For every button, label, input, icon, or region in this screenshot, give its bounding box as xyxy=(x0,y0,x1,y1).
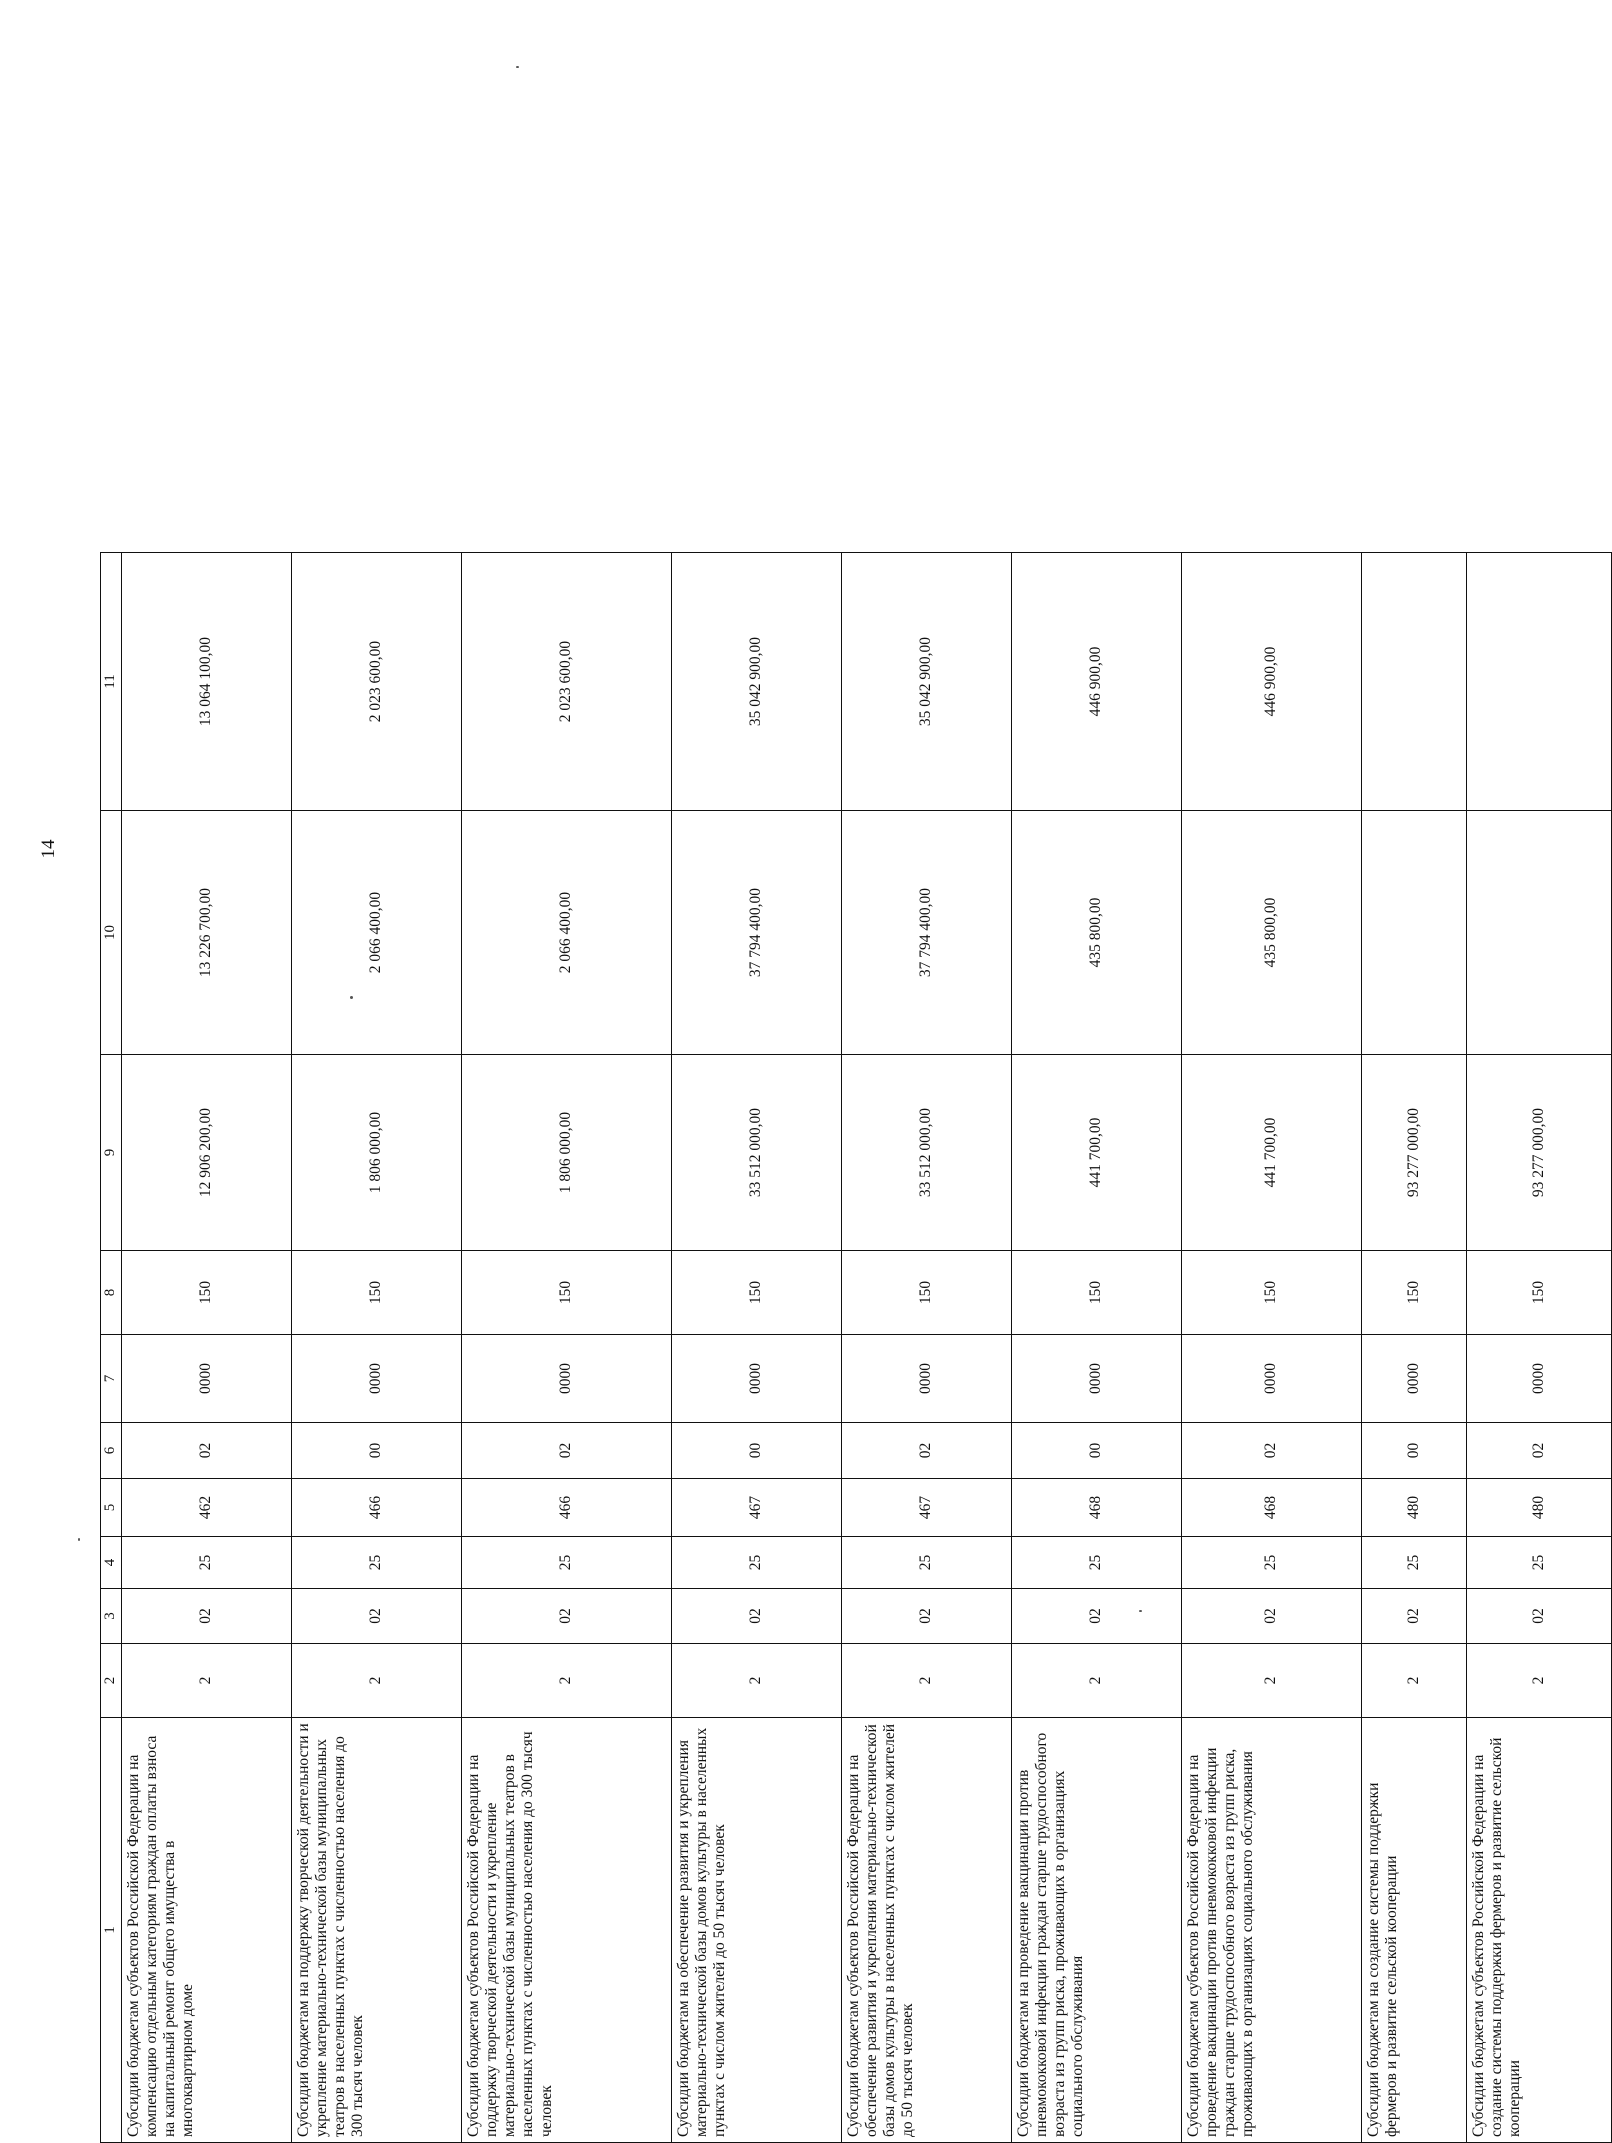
row-col-9-cell: 12 906 200,00 xyxy=(122,1055,292,1251)
row-col-4-cell: 25 xyxy=(1467,1537,1612,1589)
row-col-2-cell: 2 xyxy=(1362,1644,1467,1718)
row-col-7-cell: 0000 xyxy=(292,1335,462,1423)
row-col-2-cell: 2 xyxy=(1182,1644,1362,1718)
row-col-7-cell: 0000 xyxy=(1182,1335,1362,1423)
row-name-cell: Субсидии бюджетам субъектов Российской Федерации на компенсацию отдельным категориям граждан оплаты взноса на капитальный ремонт общего имущества в многоквартирном доме xyxy=(122,1718,292,2143)
row-name-cell: Субсидии бюджетам на поддержку творческой деятельности и укрепление материально-технической базы муниципальных театров в населенных пунктах с численностью населения до 300 тысяч человек xyxy=(292,1718,462,2143)
row-col-6-cell: 02 xyxy=(842,1423,1012,1479)
row-col-4-cell: 25 xyxy=(462,1537,672,1589)
table-row xyxy=(1467,553,1612,2143)
row-col-7-cell: 0000 xyxy=(122,1335,292,1423)
row-name-cell: Субсидии бюджетам на обеспечение развития и укрепления материально-технической базы домов культуры в населенных пунктах с числом жителей до 50 тысяч человек xyxy=(672,1718,842,2143)
header-col-10: 10 xyxy=(101,811,122,1055)
row-col-10-cell: 37 794 400,00 xyxy=(672,811,842,1055)
row-col-6-cell: 02 xyxy=(122,1423,292,1479)
row-col-10-cell xyxy=(1467,811,1612,1055)
row-col-3-cell: 02 xyxy=(462,1589,672,1644)
row-col-11-cell xyxy=(1362,553,1467,811)
row-col-7-cell: 0000 xyxy=(672,1335,842,1423)
row-col-9-cell: 441 700,00 xyxy=(1182,1055,1362,1251)
scan-speck xyxy=(516,66,519,68)
row-col-2-cell: 2 xyxy=(122,1644,292,1718)
row-name-cell: Субсидии бюджетам на создание системы поддержки фермеров и развитие сельской кооперации xyxy=(1362,1718,1467,2143)
row-col-7-cell: 0000 xyxy=(1362,1335,1467,1423)
row-col-9-cell: 441 700,00 xyxy=(1012,1055,1182,1251)
table-row xyxy=(292,553,462,2143)
row-col-8-cell: 150 xyxy=(462,1251,672,1335)
row-col-3-cell: 02 xyxy=(292,1589,462,1644)
row-col-3-cell: 02 xyxy=(842,1589,1012,1644)
row-col-8-cell: 150 xyxy=(1362,1251,1467,1335)
row-col-11-cell: 13 064 100,00 xyxy=(122,553,292,811)
row-col-8-cell: 150 xyxy=(1182,1251,1362,1335)
table-row xyxy=(1182,553,1362,2143)
row-col-8-cell: 150 xyxy=(1467,1251,1612,1335)
row-name-cell: Субсидии бюджетам на проведение вакцинации против пневмококковой инфекции граждан старше трудоспособного возраста из групп риска, проживающих в организациях социального обслуживания xyxy=(1012,1718,1182,2143)
row-col-10-cell: 435 800,00 xyxy=(1012,811,1182,1055)
row-col-8-cell: 150 xyxy=(672,1251,842,1335)
row-col-10-cell: 435 800,00 xyxy=(1182,811,1362,1055)
row-col-5-cell: 468 xyxy=(1182,1479,1362,1537)
row-col-6-cell: 02 xyxy=(462,1423,672,1479)
table-row xyxy=(672,553,842,2143)
header-col-11: 11 xyxy=(101,553,122,811)
row-col-2-cell: 2 xyxy=(292,1644,462,1718)
row-col-4-cell: 25 xyxy=(122,1537,292,1589)
row-col-9-cell: 1 806 000,00 xyxy=(292,1055,462,1251)
row-col-5-cell: 467 xyxy=(672,1479,842,1537)
row-col-11-cell: 446 900,00 xyxy=(1012,553,1182,811)
row-col-7-cell: 0000 xyxy=(1012,1335,1182,1423)
row-col-11-cell: 446 900,00 xyxy=(1182,553,1362,811)
header-col-7: 7 xyxy=(101,1335,122,1423)
row-col-5-cell: 467 xyxy=(842,1479,1012,1537)
row-col-10-cell: 2 066 400,00 xyxy=(292,811,462,1055)
header-col-2: 2 xyxy=(101,1644,122,1718)
budget-table xyxy=(100,552,1612,2143)
row-col-5-cell: 480 xyxy=(1467,1479,1612,1537)
row-col-11-cell xyxy=(1467,553,1612,811)
row-col-2-cell: 2 xyxy=(672,1644,842,1718)
row-col-10-cell xyxy=(1362,811,1467,1055)
row-col-11-cell: 2 023 600,00 xyxy=(292,553,462,811)
row-col-5-cell: 466 xyxy=(462,1479,672,1537)
row-col-6-cell: 00 xyxy=(292,1423,462,1479)
table-row xyxy=(122,553,292,2143)
table-row xyxy=(1362,553,1467,2143)
row-col-7-cell: 0000 xyxy=(462,1335,672,1423)
row-col-11-cell: 2 023 600,00 xyxy=(462,553,672,811)
row-col-11-cell: 35 042 900,00 xyxy=(842,553,1012,811)
row-col-4-cell: 25 xyxy=(292,1537,462,1589)
table-row xyxy=(462,553,672,2143)
row-col-9-cell: 33 512 000,00 xyxy=(842,1055,1012,1251)
header-col-8: 8 xyxy=(101,1251,122,1335)
row-col-4-cell: 25 xyxy=(1012,1537,1182,1589)
row-col-2-cell: 2 xyxy=(462,1644,672,1718)
row-col-2-cell: 2 xyxy=(1467,1644,1612,1718)
row-col-3-cell: 02 xyxy=(1182,1589,1362,1644)
row-col-2-cell: 2 xyxy=(1012,1644,1182,1718)
row-col-5-cell: 462 xyxy=(122,1479,292,1537)
row-col-10-cell: 13 226 700,00 xyxy=(122,811,292,1055)
row-col-3-cell: 02 xyxy=(122,1589,292,1644)
row-col-3-cell: 02 xyxy=(1362,1589,1467,1644)
header-col-9: 9 xyxy=(101,1055,122,1251)
row-col-4-cell: 25 xyxy=(672,1537,842,1589)
row-name-cell: Субсидии бюджетам субъектов Российской Федерации на проведение вакцинации против пневмококковой инфекции граждан старше трудоспособного возраста из групп риска, проживающих в организациях социального обслуживания xyxy=(1182,1718,1362,2143)
scan-speck xyxy=(350,996,353,999)
row-col-2-cell: 2 xyxy=(842,1644,1012,1718)
row-col-10-cell: 37 794 400,00 xyxy=(842,811,1012,1055)
row-col-4-cell: 25 xyxy=(1362,1537,1467,1589)
header-col-5: 5 xyxy=(101,1479,122,1537)
header-col-4: 4 xyxy=(101,1537,122,1589)
row-col-7-cell: 0000 xyxy=(1467,1335,1612,1423)
row-name-cell: Субсидии бюджетам субъектов Российской Федерации на поддержку творческой деятельности и укрепление материально-технической базы муниципальных театров в населенных пунктах с численностью населения до 300 тысяч человек xyxy=(462,1718,672,2143)
row-col-4-cell: 25 xyxy=(1182,1537,1362,1589)
row-col-4-cell: 25 xyxy=(842,1537,1012,1589)
table-body xyxy=(101,553,1612,2143)
header-col-1: 1 xyxy=(101,1718,122,2143)
row-col-5-cell: 466 xyxy=(292,1479,462,1537)
row-col-9-cell: 93 277 000,00 xyxy=(1467,1055,1612,1251)
row-col-9-cell: 1 806 000,00 xyxy=(462,1055,672,1251)
row-col-6-cell: 00 xyxy=(672,1423,842,1479)
row-name-cell: Субсидии бюджетам субъектов Российской Федерации на обеспечение развития и укрепления материально-технической базы домов культуры в населенных пунктах с числом жителей до 50 тысяч человек xyxy=(842,1718,1012,2143)
row-col-5-cell: 480 xyxy=(1362,1479,1467,1537)
row-col-8-cell: 150 xyxy=(122,1251,292,1335)
row-col-9-cell: 33 512 000,00 xyxy=(672,1055,842,1251)
row-col-6-cell: 00 xyxy=(1362,1423,1467,1479)
row-col-3-cell: 02 xyxy=(1012,1589,1182,1644)
row-col-6-cell: 02 xyxy=(1182,1423,1362,1479)
table-row xyxy=(842,553,1012,2143)
row-col-8-cell: 150 xyxy=(292,1251,462,1335)
rotated-table-frame xyxy=(100,553,1547,2143)
row-col-6-cell: 02 xyxy=(1467,1423,1612,1479)
row-col-8-cell: 150 xyxy=(842,1251,1012,1335)
row-col-3-cell: 02 xyxy=(1467,1589,1612,1644)
row-col-11-cell: 35 042 900,00 xyxy=(672,553,842,811)
row-col-10-cell: 2 066 400,00 xyxy=(462,811,672,1055)
row-col-9-cell: 93 277 000,00 xyxy=(1362,1055,1467,1251)
row-col-5-cell: 468 xyxy=(1012,1479,1182,1537)
row-col-3-cell: 02 xyxy=(672,1589,842,1644)
header-row xyxy=(101,553,122,2143)
header-col-6: 6 xyxy=(101,1423,122,1479)
table-row xyxy=(1012,553,1182,2143)
row-col-8-cell: 150 xyxy=(1012,1251,1182,1335)
row-name-cell: Субсидии бюджетам субъектов Российской Федерации на создание системы поддержки фермеров и развитие сельской кооперации xyxy=(1467,1718,1612,2143)
row-col-7-cell: 0000 xyxy=(842,1335,1012,1423)
row-col-6-cell: 00 xyxy=(1012,1423,1182,1479)
scan-speck xyxy=(1139,1610,1142,1612)
header-col-3: 3 xyxy=(101,1589,122,1644)
page-number: 14 xyxy=(38,839,59,859)
scan-speck xyxy=(78,1538,80,1541)
